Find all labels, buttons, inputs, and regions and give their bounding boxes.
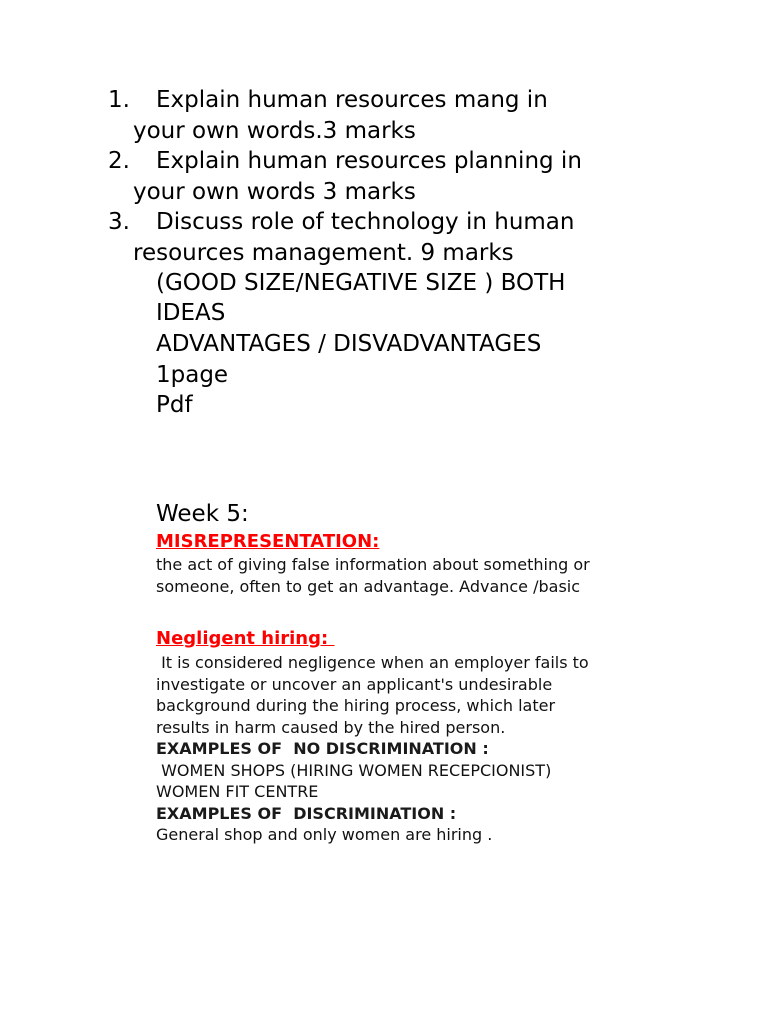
text-line: WOMEN SHOPS (HIRING WOMEN RECEPCIONIST)	[156, 760, 552, 780]
misrepresentation-heading: MISREPRESENTATION:	[156, 531, 380, 552]
no-discrimination-heading: EXAMPLES OF NO DISCRIMINATION :	[156, 739, 489, 758]
week-heading: Week 5:	[156, 501, 249, 527]
question-1	[108, 85, 668, 146]
text-line: investigate or uncover an applicant's undesirable	[156, 674, 553, 694]
text-line: the act of giving false information about something or	[156, 555, 590, 574]
note-line: Pdf	[156, 392, 193, 418]
question-line: Explain human resources mang in	[156, 87, 548, 113]
question-text	[108, 146, 668, 207]
note-line: ADVANTAGES / DISVADVANTAGES	[156, 331, 542, 357]
text-line: background during the hiring process, which later	[156, 696, 556, 715]
question-number: 1.	[108, 87, 130, 113]
question-number: 3.	[108, 209, 130, 235]
text-line: results in harm caused by the hired person.	[156, 717, 506, 737]
text-line: WOMEN FIT CENTRE	[156, 782, 319, 801]
question-line: Explain human resources planning in	[156, 148, 582, 174]
text-line: someone, often to get an advantage. Advance /basic	[156, 576, 581, 596]
question-text	[108, 207, 668, 268]
text-line: General shop and only women are hiring .	[156, 825, 493, 844]
question-line: your own words 3 marks	[133, 178, 416, 205]
question-3	[108, 207, 668, 268]
question-number: 2.	[108, 148, 130, 174]
question-line: Discuss role of technology in human	[156, 209, 575, 235]
note-line: 1page	[156, 362, 229, 388]
discrimination-heading: EXAMPLES OF DISCRIMINATION :	[156, 803, 457, 823]
note-line: IDEAS	[156, 300, 226, 326]
misrepresentation-definition	[156, 554, 656, 597]
question-line: your own words.3 marks	[133, 117, 416, 144]
note-line: (GOOD SIZE/NEGATIVE SIZE ) BOTH	[156, 270, 566, 296]
question-text	[108, 85, 668, 146]
negligent-hiring-heading: Negligent hiring:	[156, 628, 335, 649]
negligent-hiring-body	[156, 652, 656, 846]
question-line: resources management. 9 marks	[133, 239, 514, 266]
question-2	[108, 146, 668, 207]
text-line: It is considered negligence when an employer fails to	[156, 653, 589, 672]
